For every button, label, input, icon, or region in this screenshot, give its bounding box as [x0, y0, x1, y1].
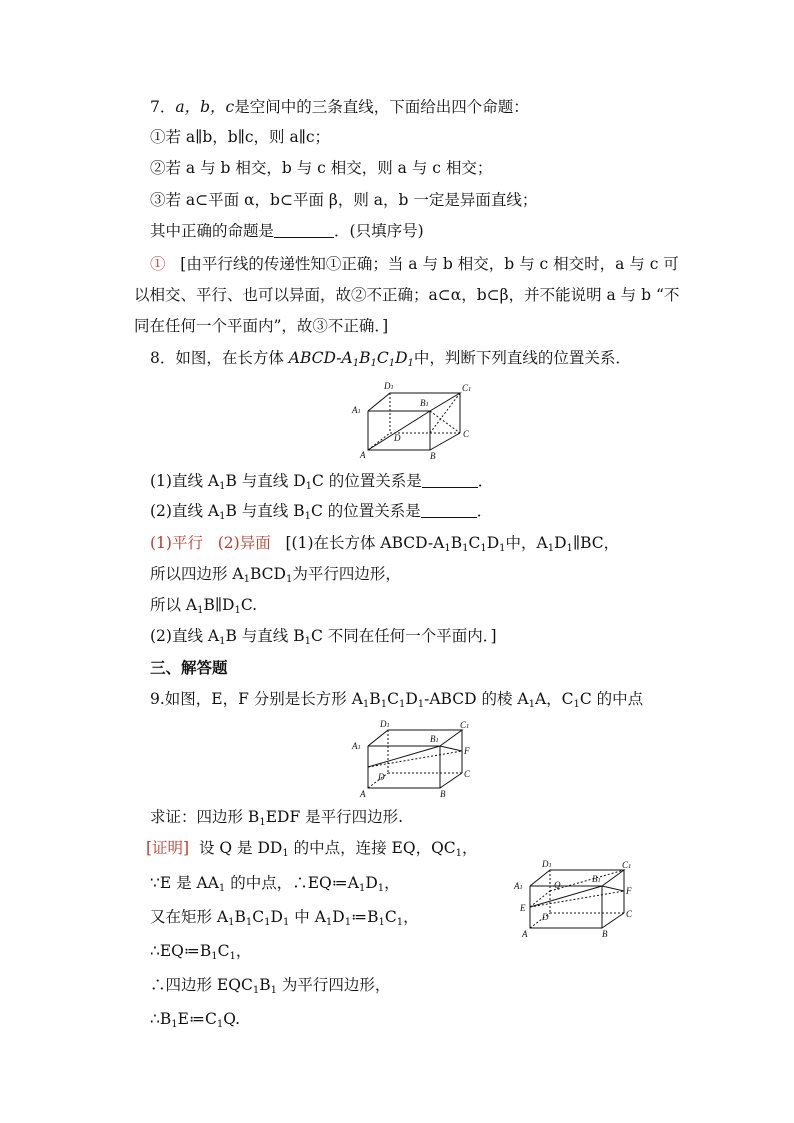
label-B: B	[602, 929, 608, 939]
label-B1: B1	[420, 398, 429, 408]
label-D1: D1	[542, 859, 552, 869]
q7-proposition-1: ①若 a∥b，b∥c，则 a∥c；	[150, 128, 331, 146]
label-D1: D1	[380, 719, 390, 729]
label-C: C	[626, 909, 633, 919]
q9-proof-line-4: $\therefore EQ≔B_1C_1$，	[150, 942, 252, 962]
label-D: D	[378, 772, 385, 782]
label-F: F	[626, 886, 632, 896]
label-C1: C1	[460, 720, 470, 730]
q9-proof-line-6: $\therefore B_1E≔C_1Q$.	[150, 1010, 241, 1030]
q7-explanation-2: 以相交、平行、也可以异面，故②不正确；a⊂α，b⊂β，并不能说明 a 与 b “不	[134, 286, 680, 304]
label-D: D	[542, 912, 549, 922]
q8-answer-2: (2)异面	[217, 534, 271, 552]
label-A1: A1	[352, 741, 361, 751]
q7-proposition-3: ③若 a⊂平面 α，b⊂平面 β，则 a，b 一定是异面直线；	[150, 191, 538, 209]
label-A1: A1	[352, 405, 361, 415]
q7-stem: 7．a，b，c是空间中的三条直线，下面给出四个命题：	[150, 98, 529, 116]
label-B: B	[430, 451, 436, 460]
q9-stem: 9.如图，E，F 分别是长方形 $A_1B_1C_1D_1$-ABCD 的棱 $A_1A$，$C_1C$ 的中点	[150, 690, 644, 710]
q7-explanation-3: 同在任何一个平面内”，故③不正确．]	[134, 317, 389, 335]
q8-sub-2: (2)直线 $A_1B$ 与直线 $B_1C$ 的位置关系是 ．	[150, 502, 493, 522]
q7-proposition-2: ②若 a 与 b 相交，b 与 c 相交，则 a 与 c 相交；	[150, 159, 493, 177]
q9-cuboid-figure	[350, 718, 480, 800]
q8-answer-line: (1)平行 (2)异面 [(1)在长方体 ABCD-$A_1B_1C_1D_1$中，$A_1D_1\parallel BC$，	[150, 534, 620, 554]
section-heading: 三、解答题	[150, 658, 228, 677]
label-B1: B1	[592, 874, 601, 884]
label-B1: B1	[430, 734, 439, 744]
q8-cuboid-figure	[350, 378, 480, 460]
q8-stem: 8．如图，在长方体 ABCD-$A_1B_1C_1D_1$中，判断下列直线的位置关系．	[150, 349, 631, 369]
label-A1: A1	[514, 881, 523, 891]
q7-explanation-1: ① [由平行线的传递性知①正确；当 a 与 b 相交，b 与 c 相交时，a 与 c 可	[150, 255, 679, 273]
q9-proof-line-3: 又在矩形 $A_1B_1C_1D_1$ 中 $A_1D_1≔B_1C_1$，	[150, 908, 419, 928]
label-D1: D1	[384, 381, 394, 391]
label-C: C	[464, 769, 471, 779]
q9-proof-line-2: ∵E 是 $AA_1$ 的中点，$\therefore EQ≔A_1D_1$，	[150, 874, 400, 894]
q8-answer-1: (1)平行	[150, 534, 203, 552]
label-Q: Q	[554, 880, 561, 890]
q8-explanation-4: (2)直线 $A_1B$ 与直线 $B_1C$ 不同在任何一个平面内．]	[150, 627, 497, 647]
q9-proof-line-1: [证明] 设 Q 是 $DD_1$ 的中点，连接 EQ，$QC_1$，	[146, 839, 478, 859]
proof-tag: [证明]	[146, 839, 190, 857]
q8-explanation-3: 所以 $A_1B\parallel D_1C$.	[150, 596, 258, 616]
label-B: B	[440, 789, 446, 799]
q8-sub-1: (1)直线 $A_1B$ 与直线 $D_1C$ 的位置关系是 ．	[150, 472, 494, 492]
q9-proof-figure	[512, 858, 642, 940]
label-E: E	[520, 903, 526, 913]
label-C: C	[463, 429, 470, 439]
label-C1: C1	[622, 860, 632, 870]
q7-answer: ①	[150, 255, 166, 273]
q9-prove: 求证：四边形 $B_1EDF$ 是平行四边形.	[150, 808, 404, 828]
label-F: F	[464, 746, 470, 756]
label-D: D	[394, 433, 401, 443]
q7-question: 其中正确的命题是 ．(只填序号)	[150, 222, 424, 240]
q8-explanation-2: 所以四边形 $A_1BCD_1$为平行四边形，	[150, 565, 401, 585]
label-A: A	[360, 450, 366, 460]
q9-proof-line-5: ∴四边形 $EQC_1B_1$ 为平行四边形，	[150, 976, 391, 996]
label-C1: C1	[462, 383, 472, 393]
label-A: A	[360, 789, 366, 799]
label-A: A	[522, 929, 528, 939]
